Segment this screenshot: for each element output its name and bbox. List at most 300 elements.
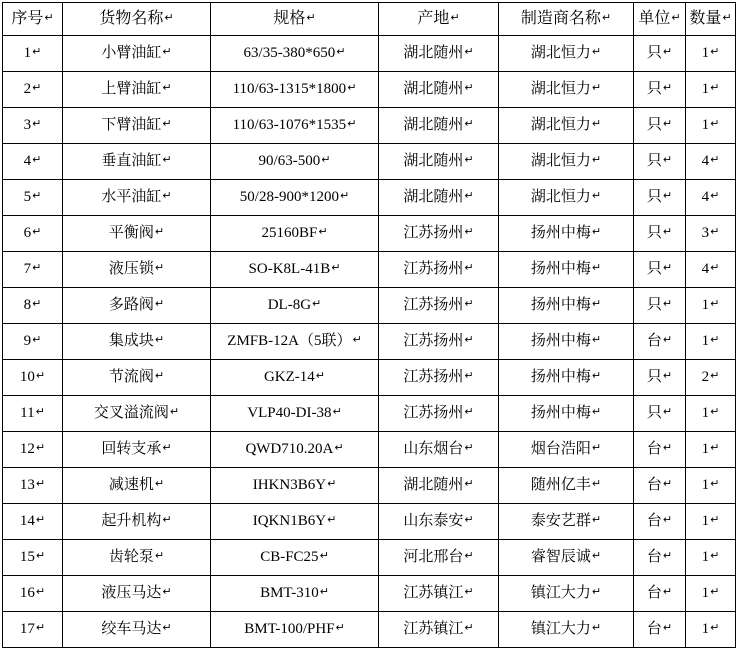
end-mark-icon: ↵ bbox=[154, 261, 165, 275]
end-mark-icon: ↵ bbox=[464, 405, 474, 419]
cell-name bbox=[63, 252, 211, 288]
end-mark-icon: ↵ bbox=[591, 189, 602, 203]
cell-text-name: 液压马达 bbox=[101, 585, 162, 602]
cell-text-spec: 110/63-1076*1535 bbox=[232, 117, 347, 134]
cell-text-seq: 8 bbox=[23, 297, 32, 314]
cell-unit bbox=[634, 36, 686, 72]
end-mark-icon: ↵ bbox=[662, 45, 673, 59]
end-mark-icon: ↵ bbox=[35, 585, 46, 599]
end-mark-icon: ↵ bbox=[662, 153, 673, 167]
cell-text-unit: 只 bbox=[646, 369, 662, 386]
cell-text-name: 减速机 bbox=[108, 477, 154, 494]
cell-qty bbox=[686, 72, 736, 108]
table-row bbox=[3, 612, 736, 648]
cell-text-origin: 江苏扬州 bbox=[403, 405, 464, 422]
cell-unit bbox=[634, 324, 686, 360]
column-header-spec bbox=[211, 3, 379, 36]
end-mark-icon: ↵ bbox=[710, 153, 720, 167]
end-mark-icon: ↵ bbox=[164, 11, 174, 25]
cell-qty bbox=[686, 360, 736, 396]
cell-text-maker: 扬州中梅 bbox=[530, 225, 591, 242]
cell-text-seq: 12 bbox=[19, 441, 35, 458]
cell-origin bbox=[379, 396, 499, 432]
cell-text-unit: 只 bbox=[646, 225, 662, 242]
end-mark-icon: ↵ bbox=[35, 477, 46, 491]
table-row bbox=[3, 180, 736, 216]
cell-text-spec: 90/63-500 bbox=[258, 153, 321, 170]
end-mark-icon: ↵ bbox=[44, 11, 54, 25]
cell-text-unit: 只 bbox=[646, 261, 662, 278]
cell-spec bbox=[211, 288, 379, 324]
end-mark-icon: ↵ bbox=[32, 81, 42, 95]
cell-text-name: 节流阀 bbox=[108, 369, 154, 386]
column-header-seq bbox=[3, 3, 63, 36]
cell-text-maker: 镇江大力 bbox=[530, 621, 591, 638]
cell-text-seq: 16 bbox=[19, 585, 35, 602]
cell-text-maker: 湖北恒力 bbox=[530, 117, 591, 134]
cell-spec bbox=[211, 360, 379, 396]
end-mark-icon: ↵ bbox=[662, 585, 673, 599]
cell-unit bbox=[634, 612, 686, 648]
cell-text-qty: 1 bbox=[701, 441, 710, 458]
cell-text-origin: 江苏扬州 bbox=[403, 333, 464, 350]
cell-seq bbox=[3, 540, 63, 576]
end-mark-icon: ↵ bbox=[35, 549, 46, 563]
table-row bbox=[3, 72, 736, 108]
cell-name bbox=[63, 612, 211, 648]
cell-unit bbox=[634, 396, 686, 432]
cell-maker bbox=[499, 360, 634, 396]
end-mark-icon: ↵ bbox=[662, 477, 673, 491]
end-mark-icon: ↵ bbox=[32, 189, 42, 203]
cell-text-seq: 15 bbox=[19, 549, 35, 566]
cell-text-qty: 4 bbox=[701, 189, 710, 206]
cell-text-qty: 1 bbox=[701, 585, 710, 602]
cell-text-spec: DL-8G bbox=[267, 297, 312, 314]
end-mark-icon: ↵ bbox=[591, 477, 602, 491]
cell-text-qty: 1 bbox=[701, 333, 710, 350]
end-mark-icon: ↵ bbox=[335, 621, 345, 635]
cell-text-unit: 只 bbox=[646, 45, 662, 62]
cell-text-qty: 1 bbox=[701, 477, 710, 494]
end-mark-icon: ↵ bbox=[32, 297, 42, 311]
end-mark-icon: ↵ bbox=[710, 225, 720, 239]
cell-origin bbox=[379, 612, 499, 648]
cell-text-unit: 只 bbox=[646, 297, 662, 314]
table-row bbox=[3, 252, 736, 288]
cell-text-name: 齿轮泵 bbox=[108, 549, 154, 566]
table-row bbox=[3, 360, 736, 396]
column-header-maker bbox=[499, 3, 634, 36]
cell-seq bbox=[3, 108, 63, 144]
cell-qty bbox=[686, 504, 736, 540]
cell-text-unit: 只 bbox=[646, 117, 662, 134]
cell-text-maker: 湖北恒力 bbox=[530, 45, 591, 62]
end-mark-icon: ↵ bbox=[464, 369, 474, 383]
cell-name bbox=[63, 432, 211, 468]
end-mark-icon: ↵ bbox=[464, 549, 474, 563]
cell-origin bbox=[379, 432, 499, 468]
end-mark-icon: ↵ bbox=[591, 585, 602, 599]
end-mark-icon: ↵ bbox=[35, 441, 46, 455]
end-mark-icon: ↵ bbox=[464, 441, 474, 455]
cell-origin bbox=[379, 288, 499, 324]
end-mark-icon: ↵ bbox=[162, 441, 172, 455]
end-mark-icon: ↵ bbox=[327, 477, 337, 491]
end-mark-icon: ↵ bbox=[662, 513, 673, 527]
cell-qty bbox=[686, 36, 736, 72]
end-mark-icon: ↵ bbox=[710, 333, 720, 347]
cell-qty bbox=[686, 432, 736, 468]
cell-unit bbox=[634, 432, 686, 468]
cell-text-qty: 1 bbox=[701, 297, 710, 314]
cell-qty bbox=[686, 324, 736, 360]
end-mark-icon: ↵ bbox=[464, 45, 474, 59]
header-label-spec: 规格 bbox=[273, 10, 306, 28]
cell-text-spec: IQKN1B6Y bbox=[252, 513, 327, 530]
cell-text-seq: 17 bbox=[19, 621, 35, 638]
cell-text-maker: 湖北恒力 bbox=[530, 81, 591, 98]
cell-text-origin: 河北邢台 bbox=[403, 549, 464, 566]
end-mark-icon: ↵ bbox=[662, 369, 673, 383]
cell-text-name: 多路阀 bbox=[108, 297, 154, 314]
cell-text-unit: 只 bbox=[646, 81, 662, 98]
end-mark-icon: ↵ bbox=[347, 81, 357, 95]
end-mark-icon: ↵ bbox=[464, 621, 474, 635]
cell-name bbox=[63, 144, 211, 180]
end-mark-icon: ↵ bbox=[464, 297, 474, 311]
cell-name bbox=[63, 180, 211, 216]
end-mark-icon: ↵ bbox=[318, 225, 328, 239]
end-mark-icon: ↵ bbox=[710, 585, 720, 599]
cell-unit bbox=[634, 576, 686, 612]
table-row bbox=[3, 324, 736, 360]
cell-unit bbox=[634, 540, 686, 576]
cell-origin bbox=[379, 324, 499, 360]
cell-seq bbox=[3, 144, 63, 180]
table-row bbox=[3, 540, 736, 576]
end-mark-icon: ↵ bbox=[591, 261, 602, 275]
cell-maker bbox=[499, 252, 634, 288]
cell-seq bbox=[3, 72, 63, 108]
cell-unit bbox=[634, 360, 686, 396]
table-row bbox=[3, 468, 736, 504]
end-mark-icon: ↵ bbox=[352, 333, 362, 347]
cell-unit bbox=[634, 72, 686, 108]
cell-spec bbox=[211, 36, 379, 72]
table-row bbox=[3, 216, 736, 252]
cell-seq bbox=[3, 288, 63, 324]
end-mark-icon: ↵ bbox=[35, 513, 46, 527]
end-mark-icon: ↵ bbox=[32, 261, 42, 275]
end-mark-icon: ↵ bbox=[591, 441, 602, 455]
cell-seq bbox=[3, 432, 63, 468]
end-mark-icon: ↵ bbox=[464, 333, 474, 347]
cell-name bbox=[63, 540, 211, 576]
cell-spec bbox=[211, 324, 379, 360]
end-mark-icon: ↵ bbox=[312, 297, 322, 311]
end-mark-icon: ↵ bbox=[710, 45, 720, 59]
cell-text-seq: 2 bbox=[23, 81, 32, 98]
end-mark-icon: ↵ bbox=[450, 11, 460, 25]
cell-name bbox=[63, 288, 211, 324]
cell-text-origin: 江苏镇江 bbox=[403, 585, 464, 602]
end-mark-icon: ↵ bbox=[662, 117, 673, 131]
table-row bbox=[3, 504, 736, 540]
header-label-unit: 单位 bbox=[638, 10, 671, 28]
end-mark-icon: ↵ bbox=[464, 513, 474, 527]
cell-origin bbox=[379, 576, 499, 612]
column-header-origin bbox=[379, 3, 499, 36]
end-mark-icon: ↵ bbox=[662, 441, 673, 455]
cell-text-qty: 4 bbox=[701, 153, 710, 170]
cell-text-maker: 扬州中梅 bbox=[530, 333, 591, 350]
cell-text-maker: 扬州中梅 bbox=[530, 369, 591, 386]
cell-maker bbox=[499, 324, 634, 360]
goods-table bbox=[2, 2, 736, 648]
end-mark-icon: ↵ bbox=[347, 117, 357, 131]
cell-text-name: 水平油缸 bbox=[101, 189, 162, 206]
cell-text-name: 绞车马达 bbox=[101, 621, 162, 638]
cell-text-spec: 63/35-380*650 bbox=[243, 45, 336, 62]
cell-spec bbox=[211, 504, 379, 540]
cell-text-qty: 2 bbox=[701, 369, 710, 386]
cell-qty bbox=[686, 108, 736, 144]
cell-name bbox=[63, 108, 211, 144]
cell-text-qty: 4 bbox=[701, 261, 710, 278]
cell-origin bbox=[379, 360, 499, 396]
cell-unit bbox=[634, 252, 686, 288]
cell-text-seq: 11 bbox=[20, 405, 35, 422]
table-row bbox=[3, 576, 736, 612]
cell-name bbox=[63, 396, 211, 432]
header-label-maker: 制造商名称 bbox=[520, 10, 601, 28]
end-mark-icon: ↵ bbox=[710, 297, 720, 311]
end-mark-icon: ↵ bbox=[591, 117, 602, 131]
table-row bbox=[3, 36, 736, 72]
end-mark-icon: ↵ bbox=[35, 621, 46, 635]
cell-text-seq: 7 bbox=[23, 261, 32, 278]
header-label-qty: 数量 bbox=[689, 10, 722, 28]
cell-text-unit: 只 bbox=[646, 405, 662, 422]
cell-text-origin: 湖北随州 bbox=[403, 477, 464, 494]
cell-spec bbox=[211, 576, 379, 612]
end-mark-icon: ↵ bbox=[710, 621, 720, 635]
cell-qty bbox=[686, 576, 736, 612]
cell-text-name: 起升机构 bbox=[101, 513, 162, 530]
cell-maker bbox=[499, 180, 634, 216]
end-mark-icon: ↵ bbox=[591, 153, 602, 167]
cell-origin bbox=[379, 144, 499, 180]
header-label-seq: 序号 bbox=[11, 10, 44, 28]
end-mark-icon: ↵ bbox=[591, 513, 602, 527]
end-mark-icon: ↵ bbox=[162, 153, 172, 167]
end-mark-icon: ↵ bbox=[591, 333, 602, 347]
end-mark-icon: ↵ bbox=[319, 549, 329, 563]
cell-text-maker: 扬州中梅 bbox=[530, 405, 591, 422]
end-mark-icon: ↵ bbox=[662, 297, 673, 311]
end-mark-icon: ↵ bbox=[331, 261, 341, 275]
cell-text-spec: 110/63-1315*1800 bbox=[232, 81, 347, 98]
cell-maker bbox=[499, 144, 634, 180]
cell-maker bbox=[499, 432, 634, 468]
end-mark-icon: ↵ bbox=[464, 189, 474, 203]
cell-maker bbox=[499, 216, 634, 252]
cell-text-maker: 镇江大力 bbox=[530, 585, 591, 602]
header-label-name: 货物名称 bbox=[99, 10, 164, 28]
end-mark-icon: ↵ bbox=[162, 621, 172, 635]
cell-text-maker: 湖北恒力 bbox=[530, 153, 591, 170]
end-mark-icon: ↵ bbox=[710, 405, 720, 419]
cell-text-seq: 14 bbox=[19, 513, 35, 530]
cell-name bbox=[63, 576, 211, 612]
end-mark-icon: ↵ bbox=[591, 621, 602, 635]
end-mark-icon: ↵ bbox=[334, 441, 344, 455]
cell-text-name: 上臂油缸 bbox=[101, 81, 162, 98]
end-mark-icon: ↵ bbox=[162, 117, 172, 131]
cell-spec bbox=[211, 432, 379, 468]
cell-origin bbox=[379, 108, 499, 144]
cell-maker bbox=[499, 72, 634, 108]
cell-text-seq: 6 bbox=[23, 225, 32, 242]
cell-origin bbox=[379, 180, 499, 216]
cell-seq bbox=[3, 576, 63, 612]
cell-text-spec: QWD710.20A bbox=[245, 441, 334, 458]
end-mark-icon: ↵ bbox=[321, 153, 331, 167]
table-row bbox=[3, 108, 736, 144]
table-row bbox=[3, 396, 736, 432]
cell-text-unit: 台 bbox=[646, 585, 662, 602]
cell-text-seq: 5 bbox=[23, 189, 32, 206]
end-mark-icon: ↵ bbox=[162, 45, 172, 59]
cell-text-spec: 25160BF bbox=[261, 225, 318, 242]
cell-text-maker: 扬州中梅 bbox=[530, 261, 591, 278]
end-mark-icon: ↵ bbox=[671, 11, 681, 25]
end-mark-icon: ↵ bbox=[154, 333, 165, 347]
end-mark-icon: ↵ bbox=[32, 153, 42, 167]
cell-text-unit: 台 bbox=[646, 441, 662, 458]
cell-origin bbox=[379, 216, 499, 252]
end-mark-icon: ↵ bbox=[464, 585, 474, 599]
end-mark-icon: ↵ bbox=[154, 369, 165, 383]
cell-text-spec: GKZ-14 bbox=[263, 369, 315, 386]
cell-unit bbox=[634, 504, 686, 540]
cell-text-unit: 台 bbox=[646, 513, 662, 530]
end-mark-icon: ↵ bbox=[662, 81, 673, 95]
end-mark-icon: ↵ bbox=[154, 549, 165, 563]
cell-name bbox=[63, 36, 211, 72]
cell-text-unit: 只 bbox=[646, 153, 662, 170]
cell-text-maker: 泰安艺群 bbox=[530, 513, 591, 530]
cell-seq bbox=[3, 468, 63, 504]
cell-text-spec: VLP40-DI-38 bbox=[247, 405, 332, 422]
column-header-name bbox=[63, 3, 211, 36]
cell-seq bbox=[3, 612, 63, 648]
end-mark-icon: ↵ bbox=[591, 549, 602, 563]
cell-text-qty: 1 bbox=[701, 621, 710, 638]
end-mark-icon: ↵ bbox=[32, 333, 42, 347]
cell-text-name: 下臂油缸 bbox=[101, 117, 162, 134]
cell-maker bbox=[499, 468, 634, 504]
end-mark-icon: ↵ bbox=[710, 549, 720, 563]
cell-text-spec: SO-K8L-41B bbox=[248, 261, 331, 278]
end-mark-icon: ↵ bbox=[601, 11, 612, 25]
cell-text-origin: 山东泰安 bbox=[403, 513, 464, 530]
cell-text-qty: 1 bbox=[701, 549, 710, 566]
end-mark-icon: ↵ bbox=[710, 369, 720, 383]
cell-text-spec: ZMFB-12A（5联） bbox=[227, 333, 352, 350]
cell-text-seq: 4 bbox=[23, 153, 32, 170]
cell-text-origin: 湖北随州 bbox=[403, 153, 464, 170]
cell-maker bbox=[499, 288, 634, 324]
cell-origin bbox=[379, 468, 499, 504]
end-mark-icon: ↵ bbox=[32, 117, 42, 131]
cell-text-unit: 台 bbox=[646, 621, 662, 638]
cell-seq bbox=[3, 216, 63, 252]
end-mark-icon: ↵ bbox=[319, 585, 329, 599]
cell-text-qty: 1 bbox=[701, 117, 710, 134]
cell-text-origin: 湖北随州 bbox=[403, 81, 464, 98]
cell-text-maker: 睿智辰诚 bbox=[530, 549, 591, 566]
cell-text-origin: 江苏扬州 bbox=[403, 297, 464, 314]
cell-seq bbox=[3, 504, 63, 540]
cell-seq bbox=[3, 36, 63, 72]
cell-unit bbox=[634, 288, 686, 324]
cell-maker bbox=[499, 36, 634, 72]
cell-seq bbox=[3, 360, 63, 396]
cell-spec bbox=[211, 252, 379, 288]
cell-spec bbox=[211, 144, 379, 180]
cell-spec bbox=[211, 216, 379, 252]
cell-text-unit: 台 bbox=[646, 549, 662, 566]
cell-text-seq: 9 bbox=[23, 333, 32, 350]
cell-unit bbox=[634, 144, 686, 180]
cell-text-unit: 台 bbox=[646, 333, 662, 350]
cell-origin bbox=[379, 540, 499, 576]
cell-text-spec: 50/28-900*1200 bbox=[239, 189, 339, 206]
cell-name bbox=[63, 468, 211, 504]
end-mark-icon: ↵ bbox=[710, 261, 720, 275]
cell-spec bbox=[211, 612, 379, 648]
cell-text-maker: 随州亿丰 bbox=[530, 477, 591, 494]
cell-qty bbox=[686, 144, 736, 180]
end-mark-icon: ↵ bbox=[710, 81, 720, 95]
end-mark-icon: ↵ bbox=[339, 189, 350, 203]
end-mark-icon: ↵ bbox=[32, 225, 42, 239]
cell-text-maker: 烟台浩阳 bbox=[530, 441, 591, 458]
cell-text-qty: 1 bbox=[701, 81, 710, 98]
cell-name bbox=[63, 216, 211, 252]
cell-text-spec: IHKN3B6Y bbox=[252, 477, 327, 494]
cell-text-origin: 江苏扬州 bbox=[403, 225, 464, 242]
end-mark-icon: ↵ bbox=[32, 45, 42, 59]
cell-text-unit: 台 bbox=[646, 477, 662, 494]
cell-text-origin: 湖北随州 bbox=[403, 45, 464, 62]
end-mark-icon: ↵ bbox=[154, 225, 165, 239]
column-header-qty bbox=[686, 3, 736, 36]
cell-text-maker: 扬州中梅 bbox=[530, 297, 591, 314]
end-mark-icon: ↵ bbox=[464, 81, 474, 95]
cell-qty bbox=[686, 540, 736, 576]
end-mark-icon: ↵ bbox=[162, 585, 172, 599]
end-mark-icon: ↵ bbox=[591, 405, 602, 419]
cell-name bbox=[63, 504, 211, 540]
end-mark-icon: ↵ bbox=[662, 225, 673, 239]
cell-text-origin: 湖北随州 bbox=[403, 189, 464, 206]
cell-unit bbox=[634, 216, 686, 252]
table-row bbox=[3, 144, 736, 180]
cell-qty bbox=[686, 180, 736, 216]
